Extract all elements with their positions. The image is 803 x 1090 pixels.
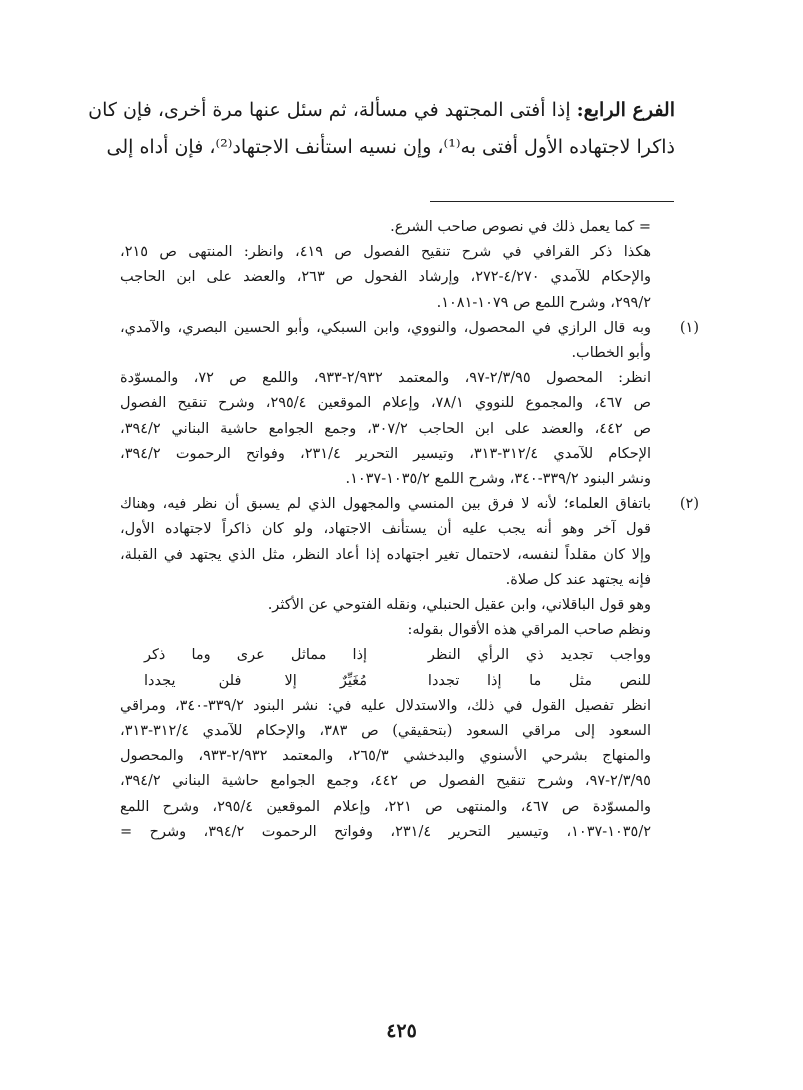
footnote-1-line (120, 316, 699, 341)
footnote-1-line: وأبو الخطاب. (571, 345, 651, 362)
footnote-continuation-line: هكذا ذكر القرافي في شرح تنقيح الفصول ص ٤١٩، وانظر: المنتهى ص ٢١٥، (120, 244, 651, 261)
footnote-1-marker: (١) (679, 319, 699, 336)
footnote-continuation-line: والإحكام للآمدي ٤/٢٧٠-٢٧٢، وإرشاد الفحول ص ٢٦٣، والعضد على ابن الحاجب (120, 269, 652, 286)
main-text (88, 92, 675, 166)
footnote-1-text: وبه قال الرازي في المحصول، والنووي، وابن السبكي، وأبو الحسين البصري، والآمدي، (120, 319, 651, 336)
footnote-2-line (120, 492, 699, 517)
footnote-2-line: ١٠٣٥/٢-١٠٣٧، وتيسير التحرير ٢٣١/٤، وفواتح الرحموت ٣٩٤/٢، وشرح = (120, 823, 652, 840)
main-line-1 (88, 92, 675, 129)
footnote-1-line: ص ٤٦٧، والمجموع للنووي ٧٨/١، وإعلام الموقعين ٢٩٥/٤، وشرح تنقيح الفصول (120, 395, 651, 412)
footnote-continuation-line: = كما يعمل ذلك في نصوص صاحب الشرع. (390, 219, 651, 235)
footnote-2-line: وهو قول الباقلاني، وابن عقيل الحنبلي، ونقله الفتوحي عن الأكثر. (267, 597, 651, 614)
section-heading: الفرع الرابع: (576, 99, 675, 121)
main-line-2: ذاكرا لاجتهاده الأول أفتى به⁽¹⁾، وإن نسيه استأنف الاجتهاد⁽²⁾، فإن أداه إلى (106, 136, 675, 158)
footnote-2-line: انظر تفصيل القول في ذلك، والاستدلال عليه في: نشر البنود ٣٣٩/٢-٣٤٠، ومراقي (120, 697, 651, 714)
verse-second-hemistich: إذا مماثل عرى وما ذكر (144, 647, 368, 664)
footnote-1-line: ونشر البنود ٣٣٩/٢-٣٤٠، وشرح اللمع ١٠٣٥/٢-١٠٣٧. (345, 471, 651, 488)
footnote-1-line: انظر: المحصول ٢/٣/٩٥-٩٧، والمعتمد ٢/٩٣٢-٩٣٣، واللمع ص ٧٢، والمسوّدة (120, 370, 651, 387)
poem-verse (120, 669, 675, 694)
footnote-separator (430, 201, 674, 202)
footnote-1-line: الإحكام للآمدي ٣١٢/٤-٣١٣، وتيسير التحرير ٢٣١/٤، وفواتح الرحموت ٣٩٤/٢، (120, 445, 651, 462)
poem-verse (120, 643, 675, 668)
footnote-2-line: السعود إلى مراقي السعود (بتحقيقي) ص ٣٨٣، والإحكام للآمدي ٣١٢/٤-٣١٣، (120, 723, 651, 740)
main-line-1-text: إذا أفتى المجتهد في مسألة، ثم سئل عنها مرة أخرى، فإن كان (88, 99, 577, 121)
footnote-2-line: وإلا كان مقلداً لنفسه، لاحتمال تغير اجتهاده إذا أعاد النظر، مثل الذي يجتهد في القبلة، (120, 546, 651, 563)
footnote-2-line: ٢/٣/٩٥-٩٧، وشرح تنقيح الفصول ص ٤٤٢، وجمع الجوامع حاشية البناني ٣٩٤/٢، (120, 773, 651, 790)
verse-first-hemistich: وواجب تجديد ذي الرأي النظر (427, 647, 651, 664)
verse-first-hemistich: للنص مثل ما إذا تجددا (427, 672, 651, 689)
footnote-1-line: ص ٤٤٢، والعضد على ابن الحاجب ٣٠٧/٢، وجمع الجوامع حاشية البناني ٣٩٤/٢، (120, 420, 652, 437)
footnote-2-marker: (٢) (679, 496, 699, 513)
footnote-2-text: باتفاق العلماء؛ لأنه لا فرق بين المنسي والمجهول الذي لم يسبق أن نظر فيه، وهناك (120, 496, 651, 513)
verse-second-hemistich: مُغَيِّرٌ إلا فلن يجددا (144, 672, 368, 689)
page-number: ٤٢٥ (386, 1020, 417, 1042)
footnote-2-line: والمسوّدة ص ٤٦٧، والمنتهى ص ٢٢١، وإعلام الموقعين ٢٩٥/٤، وشرح اللمع (120, 798, 652, 815)
footnote-2-line: ونظم صاحب المراقي هذه الأقوال بقوله: (407, 622, 651, 639)
footnote-2-line: قول آخر وهو أنه يجب عليه أن يستأنف الاجتهاد، ولو كان ذاكراً لاجتهاده الأول، (120, 521, 651, 538)
footnotes (120, 215, 699, 845)
footnote-2-line: فإنه يجتهد عند كل صلاة. (505, 571, 651, 588)
footnote-2-line: والمنهاج بشرحي الأسنوي والبدخشي ٢٦٥/٣، والمعتمد ٢/٩٣٢-٩٣٣، والمحصول (120, 748, 651, 765)
footnote-continuation-line: ٢٩٩/٢، وشرح اللمع ص ١٠٧٩-١٠٨١. (436, 294, 651, 311)
